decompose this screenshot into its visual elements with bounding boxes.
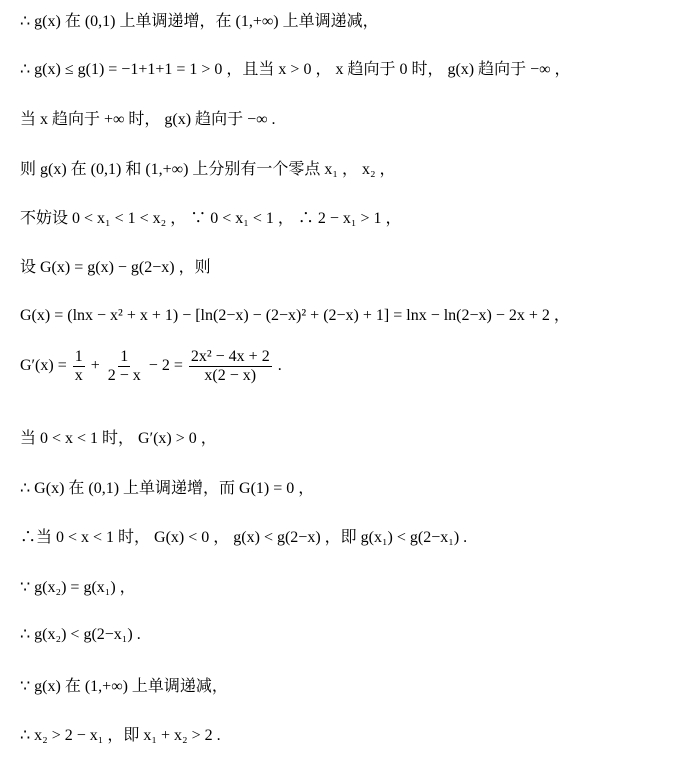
plus-sign: + — [90, 357, 100, 375]
solution-line-11: ∴当 0 < x < 1 时， G(x) < 0 ， g(x) < g(2−x) ，即 g(x₁) < g(2−x₁) . — [20, 529, 468, 546]
fraction-numerator: 2x² − 4x + 2 — [190, 348, 270, 365]
solution-line-2: ∴ g(x) ≤ g(1) = −1+1+1 = 1 > 0 ，且当 x > 0 ， x 趋向于 0 时， g(x) 趋向于 −∞ ， — [20, 61, 571, 78]
solution-line-13: ∴ g(x₂) < g(2−x₁) . — [20, 626, 141, 643]
fraction-result — [189, 348, 272, 385]
solution-line-12: ∵ g(x₂) = g(x₁) ， — [20, 579, 136, 596]
solution-line-9: 当 0 < x < 1 时， G′(x) > 0 ， — [20, 430, 217, 447]
derivative-suffix: . — [277, 357, 282, 375]
fraction-denominator: 2 − x — [107, 367, 141, 384]
solution-line-1: ∴ g(x) 在 (0,1) 上单调递增，在 (1,+∞) 上单调递减， — [20, 13, 379, 30]
solution-line-8-derivative — [20, 348, 282, 385]
fraction-numerator: 1 — [120, 348, 129, 365]
solution-line-15: ∴ x₂ > 2 − x₁ ，即 x₁ + x₂ > 2 . — [20, 727, 221, 744]
fraction-denominator: x(2 − x) — [204, 367, 257, 384]
solution-line-10: ∴ G(x) 在 (0,1) 上单调递增，而 G(1) = 0 ， — [20, 480, 315, 497]
fraction-denominator: x — [74, 367, 83, 384]
fraction-numerator: 1 — [74, 348, 83, 365]
solution-line-14: ∵ g(x) 在 (1,+∞) 上单调递减， — [20, 678, 228, 695]
solution-line-4: 则 g(x) 在 (0,1) 和 (1,+∞) 上分别有一个零点 x₁ ， x₂ ， — [20, 161, 396, 178]
fraction-1-over-x — [73, 348, 85, 385]
solution-line-5: 不妨设 0 < x₁ < 1 < x₂ ， ∵ 0 < x₁ < 1 ， ∴ 2 − x₁ > 1 ， — [20, 210, 402, 227]
solution-line-6: 设 G(x) = g(x) − g(2−x) ，则 — [20, 259, 211, 276]
solution-line-3: 当 x 趋向于 +∞ 时， g(x) 趋向于 −∞ . — [20, 111, 276, 128]
minus-two-equals: − 2 = — [148, 357, 183, 375]
solution-line-7: G(x) = (lnx − x² + x + 1) − [ln(2−x) − (2−x)² + (2−x) + 1] = lnx − ln(2−x) − 2x + 2 ， — [20, 307, 570, 324]
fraction-1-over-2-minus-x — [106, 348, 143, 385]
derivative-prefix: G′(x) = — [20, 357, 67, 375]
